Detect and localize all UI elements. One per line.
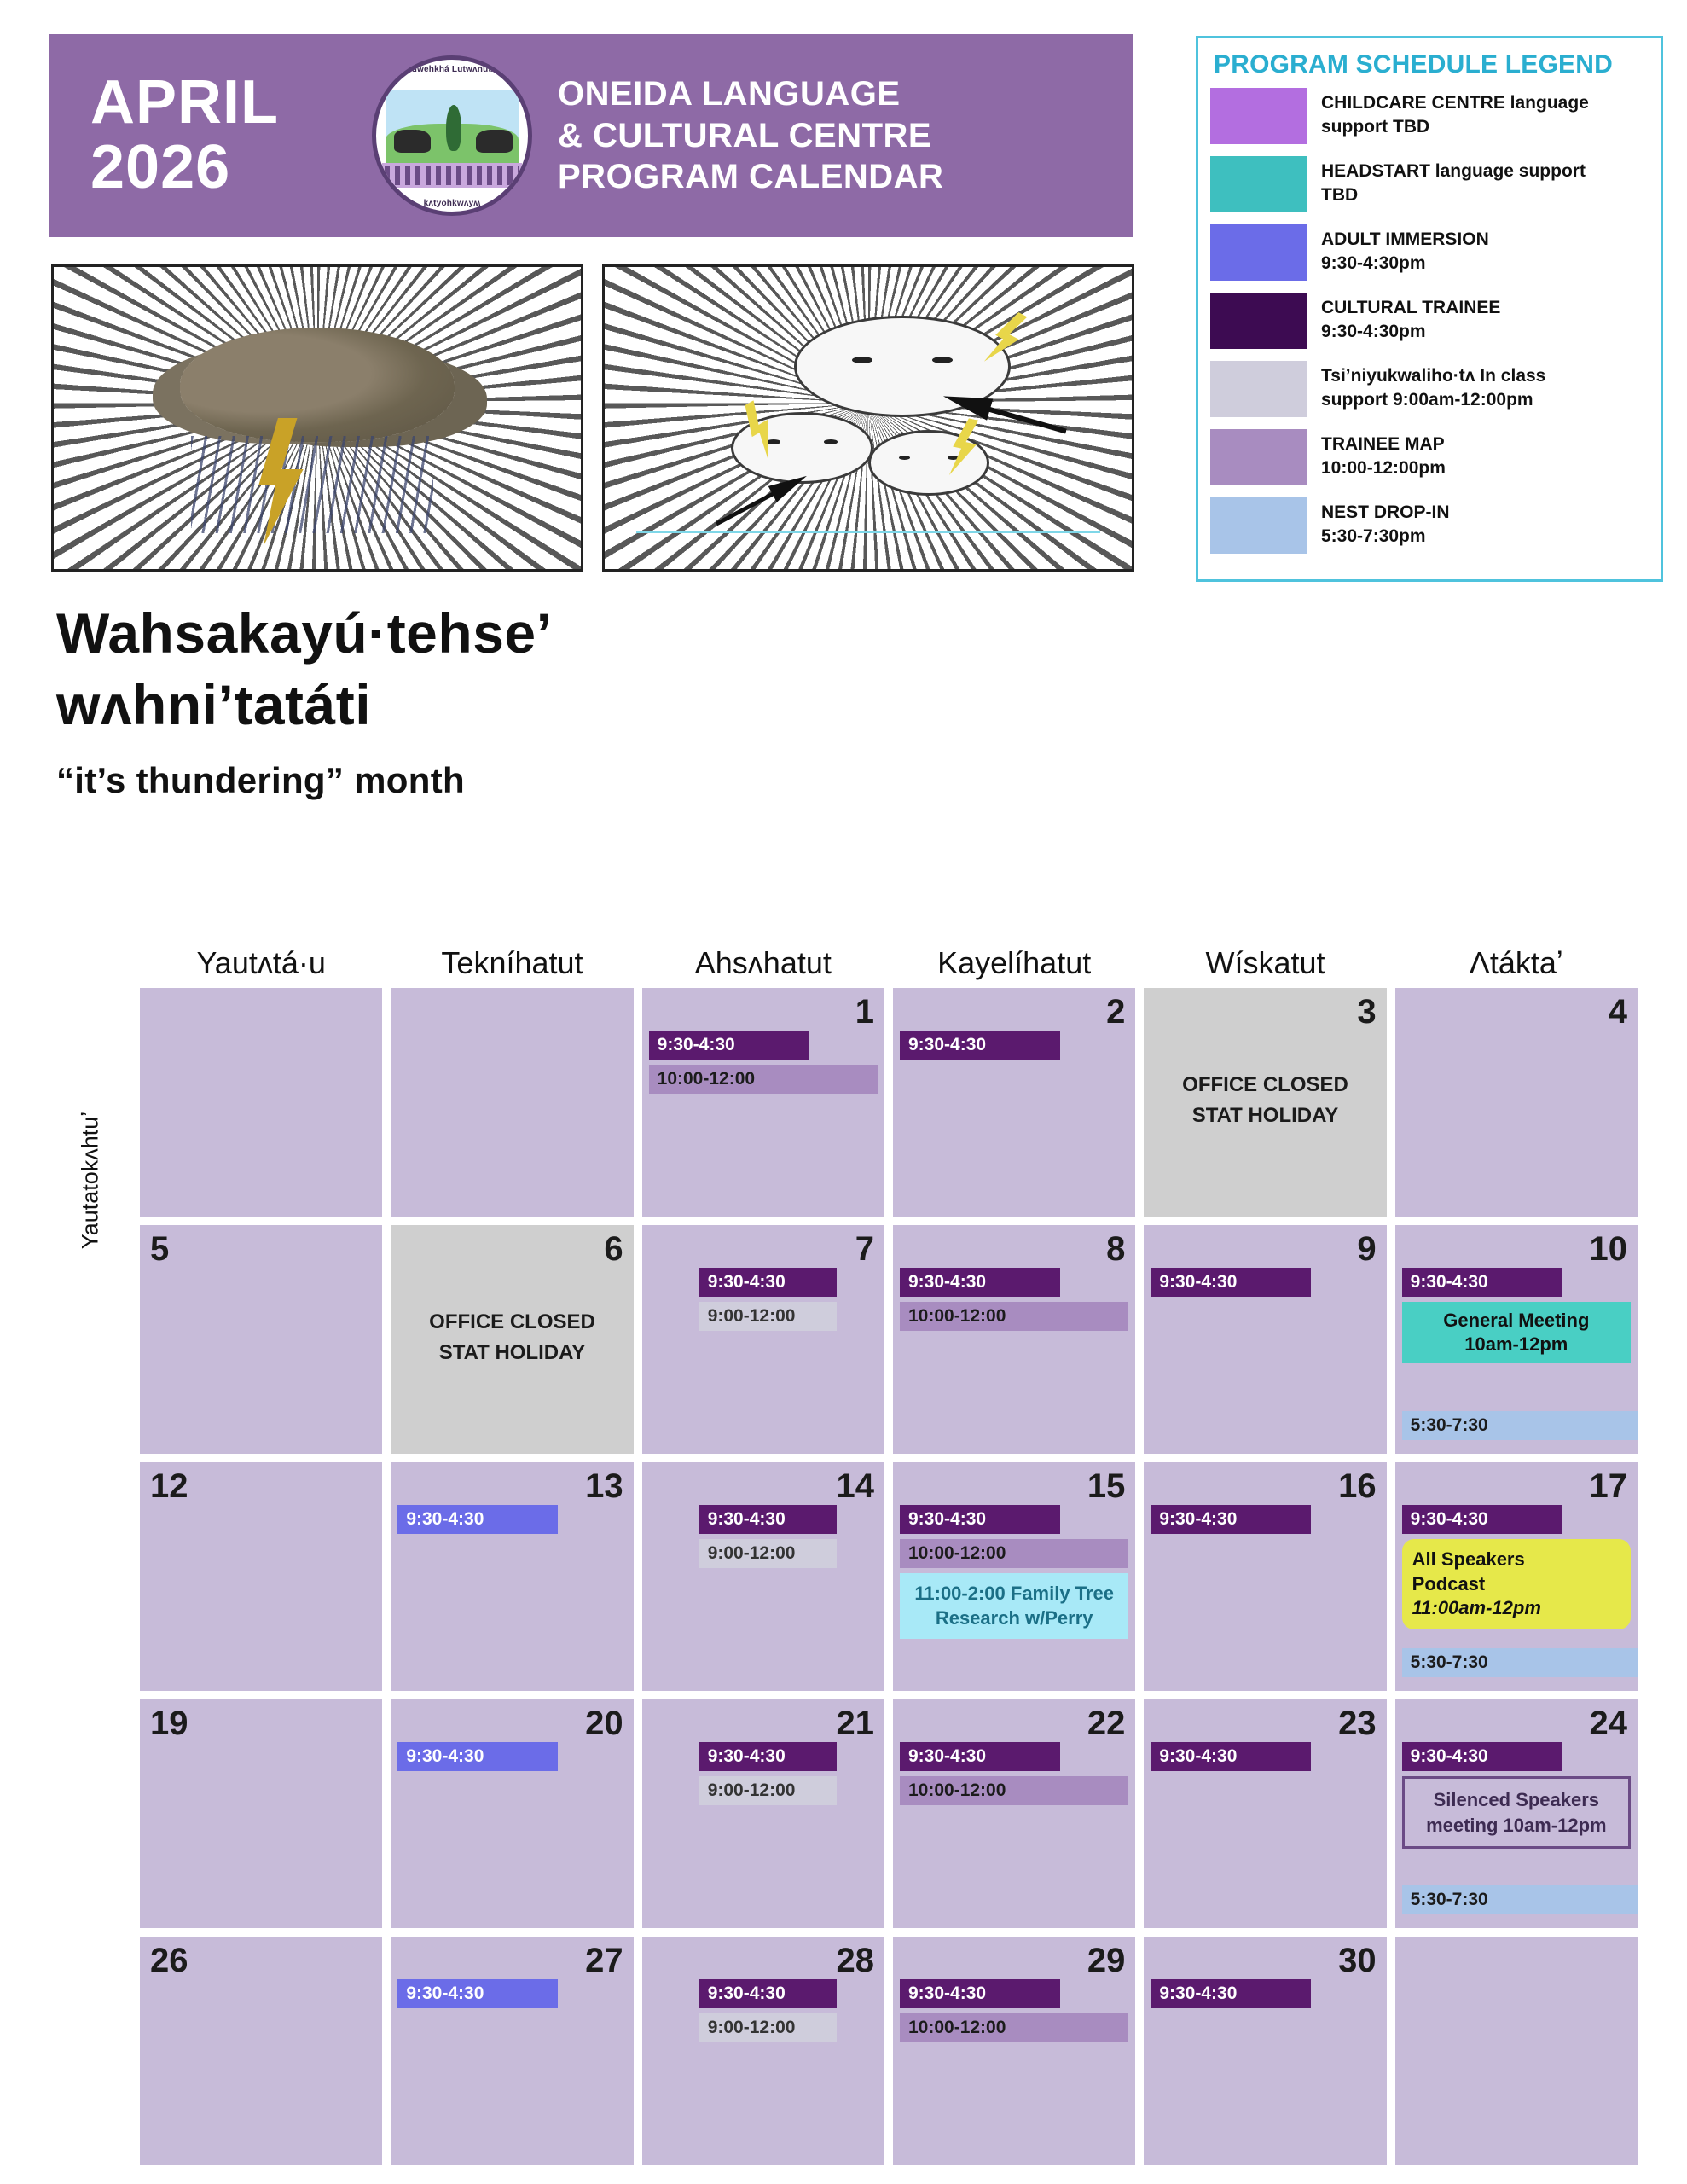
day-entries — [900, 1268, 1128, 1331]
schedule-bar[interactable]: 9:30-4:30 — [900, 1031, 1060, 1060]
event-line: 11:00-2:00 Family Tree — [914, 1583, 1114, 1604]
header-title — [558, 73, 943, 198]
oneida-month-line-2: wʌhniʼtatáti — [56, 673, 372, 737]
legend-item-line-1: TRAINEE MAP — [1321, 434, 1445, 454]
day-number: 6 — [604, 1230, 623, 1268]
schedule-bar[interactable]: 9:30-4:30 — [649, 1031, 809, 1060]
day-entries — [1151, 1505, 1379, 1534]
header-title-line-1: ONEIDA LANGUAGE — [558, 74, 901, 113]
legend-item — [1210, 497, 1649, 554]
year-label: 2026 — [90, 133, 231, 201]
calendar-day-cell[interactable] — [140, 1699, 382, 1928]
day-number: 30 — [1338, 1942, 1377, 1979]
legend-item-text — [1321, 224, 1489, 275]
month-year-block — [90, 68, 372, 201]
schedule-bar[interactable]: 10:00-12:00 — [900, 1776, 1128, 1805]
day-number: 4 — [1608, 993, 1627, 1031]
schedule-bar[interactable]: 9:30-4:30 — [1151, 1268, 1311, 1297]
legend-color-swatch — [1210, 429, 1307, 485]
legend-item — [1210, 224, 1649, 281]
event-line: Podcast — [1412, 1572, 1486, 1594]
calendar-day-cell[interactable] — [893, 1699, 1135, 1928]
day-number: 8 — [1106, 1230, 1126, 1268]
day-header-monday: Yautʌtá·u — [196, 945, 326, 980]
calendar-day-cell[interactable] — [391, 1462, 633, 1691]
calendar-corner — [49, 945, 131, 988]
schedule-bar[interactable]: 9:30-4:30 — [1402, 1742, 1562, 1771]
schedule-bar[interactable]: 9:00-12:00 — [699, 1302, 837, 1331]
schedule-bar[interactable]: 9:30-4:30 — [397, 1742, 558, 1771]
legend-rows — [1210, 88, 1649, 554]
calendar-day-cell[interactable] — [1144, 1225, 1386, 1454]
legend-item-text — [1321, 497, 1450, 548]
legend-item-text — [1321, 156, 1586, 206]
legend-item-line-2: 5:30-7:30pm — [1321, 526, 1426, 546]
calendar-day-cell[interactable] — [893, 1937, 1135, 2165]
nest-drop-in-bar[interactable]: 5:30-7:30 — [1402, 1411, 1638, 1440]
day-number: 5 — [150, 1230, 170, 1268]
calendar-day-cell[interactable] — [893, 1462, 1135, 1691]
calendar-day-cell[interactable] — [893, 1225, 1135, 1454]
office-closed-notice — [391, 1307, 633, 1368]
day-entries — [1402, 1505, 1631, 1629]
calendar-day-cell[interactable] — [1395, 1699, 1638, 1928]
day-number: 13 — [585, 1467, 623, 1505]
calendar-day-cell[interactable] — [1144, 1699, 1386, 1928]
calendar-day-cell[interactable] — [1395, 1225, 1638, 1454]
legend-color-swatch — [1210, 293, 1307, 349]
legend-color-swatch — [1210, 224, 1307, 281]
calendar-empty-cell — [391, 988, 633, 1217]
legend-item-line-2: TBD — [1321, 184, 1359, 205]
legend-item-line-1: NEST DROP-IN — [1321, 502, 1450, 522]
week-column-label-text: Yautatokʌhtuʼ — [77, 1111, 103, 1250]
calendar-day-cell[interactable] — [893, 988, 1135, 1217]
schedule-bar[interactable]: 9:00-12:00 — [699, 2013, 837, 2042]
schedule-bar[interactable]: 10:00-12:00 — [900, 1539, 1128, 1568]
day-number: 2 — [1106, 993, 1126, 1031]
event-line: General Meeting — [1443, 1310, 1590, 1331]
calendar-empty-cell — [1395, 1937, 1638, 2165]
header-banner — [49, 34, 1133, 237]
office-closed-line: STAT HOLIDAY — [438, 1341, 586, 1364]
schedule-bar[interactable]: 10:00-12:00 — [649, 1065, 878, 1094]
day-number: 10 — [1589, 1230, 1627, 1268]
calendar-day-cell[interactable] — [1144, 988, 1386, 1217]
day-number: 14 — [836, 1467, 874, 1505]
calendar-day-cell[interactable] — [642, 1225, 884, 1454]
day-entries — [1151, 1268, 1379, 1297]
schedule-bar[interactable]: 10:00-12:00 — [900, 1302, 1128, 1331]
logo-top-text: Ukwehuwehkhá Lutwʌnutʌkhwaʼ — [383, 65, 521, 74]
day-number: 28 — [836, 1942, 874, 1979]
legend-item-line-1: CULTURAL TRAINEE — [1321, 298, 1501, 317]
schedule-bar[interactable]: 9:30-4:30 — [900, 1979, 1060, 2008]
event-line: 10am-12pm — [1464, 1333, 1568, 1356]
legend-item-text — [1321, 88, 1589, 138]
day-entries — [397, 1505, 626, 1534]
schedule-bar[interactable]: 9:30-4:30 — [699, 1742, 837, 1771]
schedule-bar[interactable]: 9:30-4:30 — [1151, 1979, 1311, 2008]
office-closed-line: OFFICE CLOSED — [429, 1310, 595, 1333]
calendar-day-cell[interactable] — [140, 1937, 382, 2165]
legend-item-line-2: 9:30-4:30pm — [1321, 321, 1426, 341]
schedule-bar[interactable]: 9:30-4:30 — [1402, 1268, 1562, 1297]
day-number: 27 — [585, 1942, 623, 1979]
day-number: 20 — [585, 1705, 623, 1742]
day-number: 7 — [855, 1230, 874, 1268]
legend-item — [1210, 88, 1649, 144]
schedule-bar[interactable]: 9:30-4:30 — [1151, 1505, 1311, 1534]
month-label: APRIL — [90, 68, 279, 137]
calendar-day-cell[interactable] — [391, 1937, 633, 2165]
day-entries — [397, 1979, 626, 2008]
day-number: 9 — [1357, 1230, 1377, 1268]
legend-item-line-2: support 9:00am-12:00pm — [1321, 389, 1533, 410]
calendar-day-cell[interactable] — [642, 1699, 884, 1928]
office-closed-notice — [1144, 1070, 1386, 1131]
day-entries — [1151, 1979, 1379, 2008]
legend-title: PROGRAM SCHEDULE LEGEND — [1214, 50, 1613, 78]
office-closed-line: OFFICE CLOSED — [1182, 1073, 1348, 1096]
day-number: 12 — [150, 1467, 188, 1505]
day-entries — [397, 1742, 626, 1771]
day-entries — [900, 1979, 1128, 2042]
day-number: 3 — [1357, 993, 1377, 1031]
day-entries — [900, 1031, 1128, 1060]
calendar-header-row — [49, 945, 1638, 988]
header-title-line-3: PROGRAM CALENDAR — [558, 158, 944, 196]
event-general-meeting[interactable] — [1402, 1302, 1631, 1363]
schedule-bar[interactable]: 9:30-4:30 — [1151, 1742, 1311, 1771]
thundercloud-illustration — [51, 264, 583, 572]
event-family-tree-research[interactable] — [900, 1573, 1128, 1639]
schedule-bar[interactable]: 9:30-4:30 — [397, 1505, 558, 1534]
schedule-bar[interactable]: 10:00-12:00 — [900, 2013, 1128, 2042]
day-number: 1 — [855, 993, 874, 1031]
day-entries — [649, 1742, 878, 1805]
nest-drop-in-bar[interactable]: 5:30-7:30 — [1402, 1648, 1638, 1677]
day-number: 23 — [1338, 1705, 1377, 1742]
legend-color-swatch — [1210, 156, 1307, 212]
calendar — [49, 945, 1638, 2165]
event-line: meeting 10am-12pm — [1426, 1814, 1607, 1836]
legend-item-text — [1321, 361, 1545, 411]
calendar-day-cell[interactable] — [391, 1699, 633, 1928]
legend-item-line-2: support TBD — [1321, 116, 1430, 136]
schedule-bar[interactable]: 9:30-4:30 — [699, 1505, 837, 1534]
day-entries — [649, 1268, 878, 1331]
month-translation: “it’s thundering” month — [56, 759, 465, 800]
legend-color-swatch — [1210, 88, 1307, 144]
angry-clouds-illustration — [602, 264, 1134, 572]
legend-item — [1210, 361, 1649, 417]
day-entries — [649, 1031, 878, 1094]
legend-item-text — [1321, 293, 1500, 343]
day-number: 17 — [1589, 1467, 1627, 1505]
legend-item — [1210, 156, 1649, 212]
day-header-tuesday: Tekníhatut — [441, 945, 583, 980]
day-header-friday: Wískatut — [1205, 945, 1325, 980]
day-number: 21 — [836, 1705, 874, 1742]
day-number: 26 — [150, 1942, 188, 1979]
event-silenced-speakers-meeting[interactable] — [1402, 1776, 1631, 1849]
schedule-bar[interactable]: 9:00-12:00 — [699, 1539, 837, 1568]
event-line: Research w/Perry — [935, 1606, 1093, 1629]
day-number: 19 — [150, 1705, 188, 1742]
logo-bottom-text: kʌtyohkwʌyʍ — [423, 199, 481, 208]
day-number: 15 — [1087, 1467, 1126, 1505]
day-entries — [1151, 1742, 1379, 1771]
schedule-bar[interactable]: 9:30-4:30 — [900, 1268, 1060, 1297]
day-header-saturday: Λtáktaʼ — [1469, 945, 1563, 980]
schedule-bar[interactable]: 9:00-12:00 — [699, 1776, 837, 1805]
legend-item — [1210, 293, 1649, 349]
legend-item — [1210, 429, 1649, 485]
day-entries — [1402, 1742, 1631, 1849]
nest-drop-in-bar[interactable]: 5:30-7:30 — [1402, 1885, 1638, 1914]
event-line: All Speakers — [1412, 1548, 1525, 1570]
schedule-bar[interactable]: 9:30-4:30 — [900, 1742, 1060, 1771]
legend-item-line-1: ADULT IMMERSION — [1321, 229, 1489, 249]
day-entries — [900, 1505, 1128, 1639]
calendar-day-cell[interactable] — [1144, 1937, 1386, 2165]
legend-item-line-1: Tsiʼniyukwaliho·tʌ In class — [1321, 366, 1546, 386]
day-header-thursday: Kayelíhatut — [937, 945, 1092, 980]
illustration-row — [51, 264, 1134, 572]
oneida-logo-icon — [372, 55, 532, 216]
day-number: 24 — [1589, 1705, 1627, 1742]
calendar-empty-cell — [140, 988, 382, 1217]
calendar-day-cell[interactable] — [642, 1462, 884, 1691]
day-number: 22 — [1087, 1705, 1126, 1742]
calendar-day-cell[interactable] — [140, 1225, 382, 1454]
calendar-day-cell[interactable] — [642, 1937, 884, 2165]
legend-color-swatch — [1210, 497, 1307, 554]
legend-item-line-1: CHILDCARE CENTRE language — [1321, 93, 1589, 113]
schedule-bar[interactable]: 9:30-4:30 — [699, 1979, 837, 2008]
event-line: 11:00am-12pm — [1412, 1597, 1541, 1619]
calendar-day-cell[interactable] — [140, 1462, 382, 1691]
day-entries — [1402, 1268, 1631, 1363]
schedule-bar[interactable]: 9:30-4:30 — [900, 1505, 1060, 1534]
oneida-month-line-1: Wahsakayú·tehseʼ — [56, 601, 553, 665]
day-entries — [900, 1742, 1128, 1805]
legend-item-line-2: 10:00-12:00pm — [1321, 457, 1446, 478]
week-column-label — [49, 988, 131, 2165]
day-entries — [649, 1505, 878, 1568]
legend-color-swatch — [1210, 361, 1307, 417]
calendar-day-cell[interactable] — [1395, 988, 1638, 1217]
event-line: Silenced Speakers — [1433, 1789, 1600, 1810]
header-title-line-2: & CULTURAL CENTRE — [558, 116, 932, 154]
calendar-day-cell[interactable] — [1144, 1462, 1386, 1691]
calendar-day-cell[interactable] — [391, 1225, 633, 1454]
day-number: 16 — [1338, 1467, 1377, 1505]
schedule-bar[interactable]: 9:30-4:30 — [397, 1979, 558, 2008]
day-header-wednesday: Ahsʌhatut — [694, 945, 832, 980]
calendar-grid — [49, 988, 1638, 2165]
event-all-speakers-podcast[interactable] — [1402, 1539, 1631, 1629]
calendar-day-cell[interactable] — [1395, 1462, 1638, 1691]
program-schedule-legend — [1196, 36, 1663, 582]
day-number: 29 — [1087, 1942, 1126, 1979]
schedule-bar[interactable]: 9:30-4:30 — [1402, 1505, 1562, 1534]
day-entries — [649, 1979, 878, 2042]
legend-item-line-2: 9:30-4:30pm — [1321, 253, 1426, 273]
month-name-block — [56, 597, 1122, 801]
legend-item-line-1: HEADSTART language support — [1321, 161, 1586, 181]
office-closed-line: STAT HOLIDAY — [1191, 1104, 1339, 1127]
legend-item-text — [1321, 429, 1446, 479]
schedule-bar[interactable]: 9:30-4:30 — [699, 1268, 837, 1297]
calendar-day-cell[interactable] — [642, 988, 884, 1217]
